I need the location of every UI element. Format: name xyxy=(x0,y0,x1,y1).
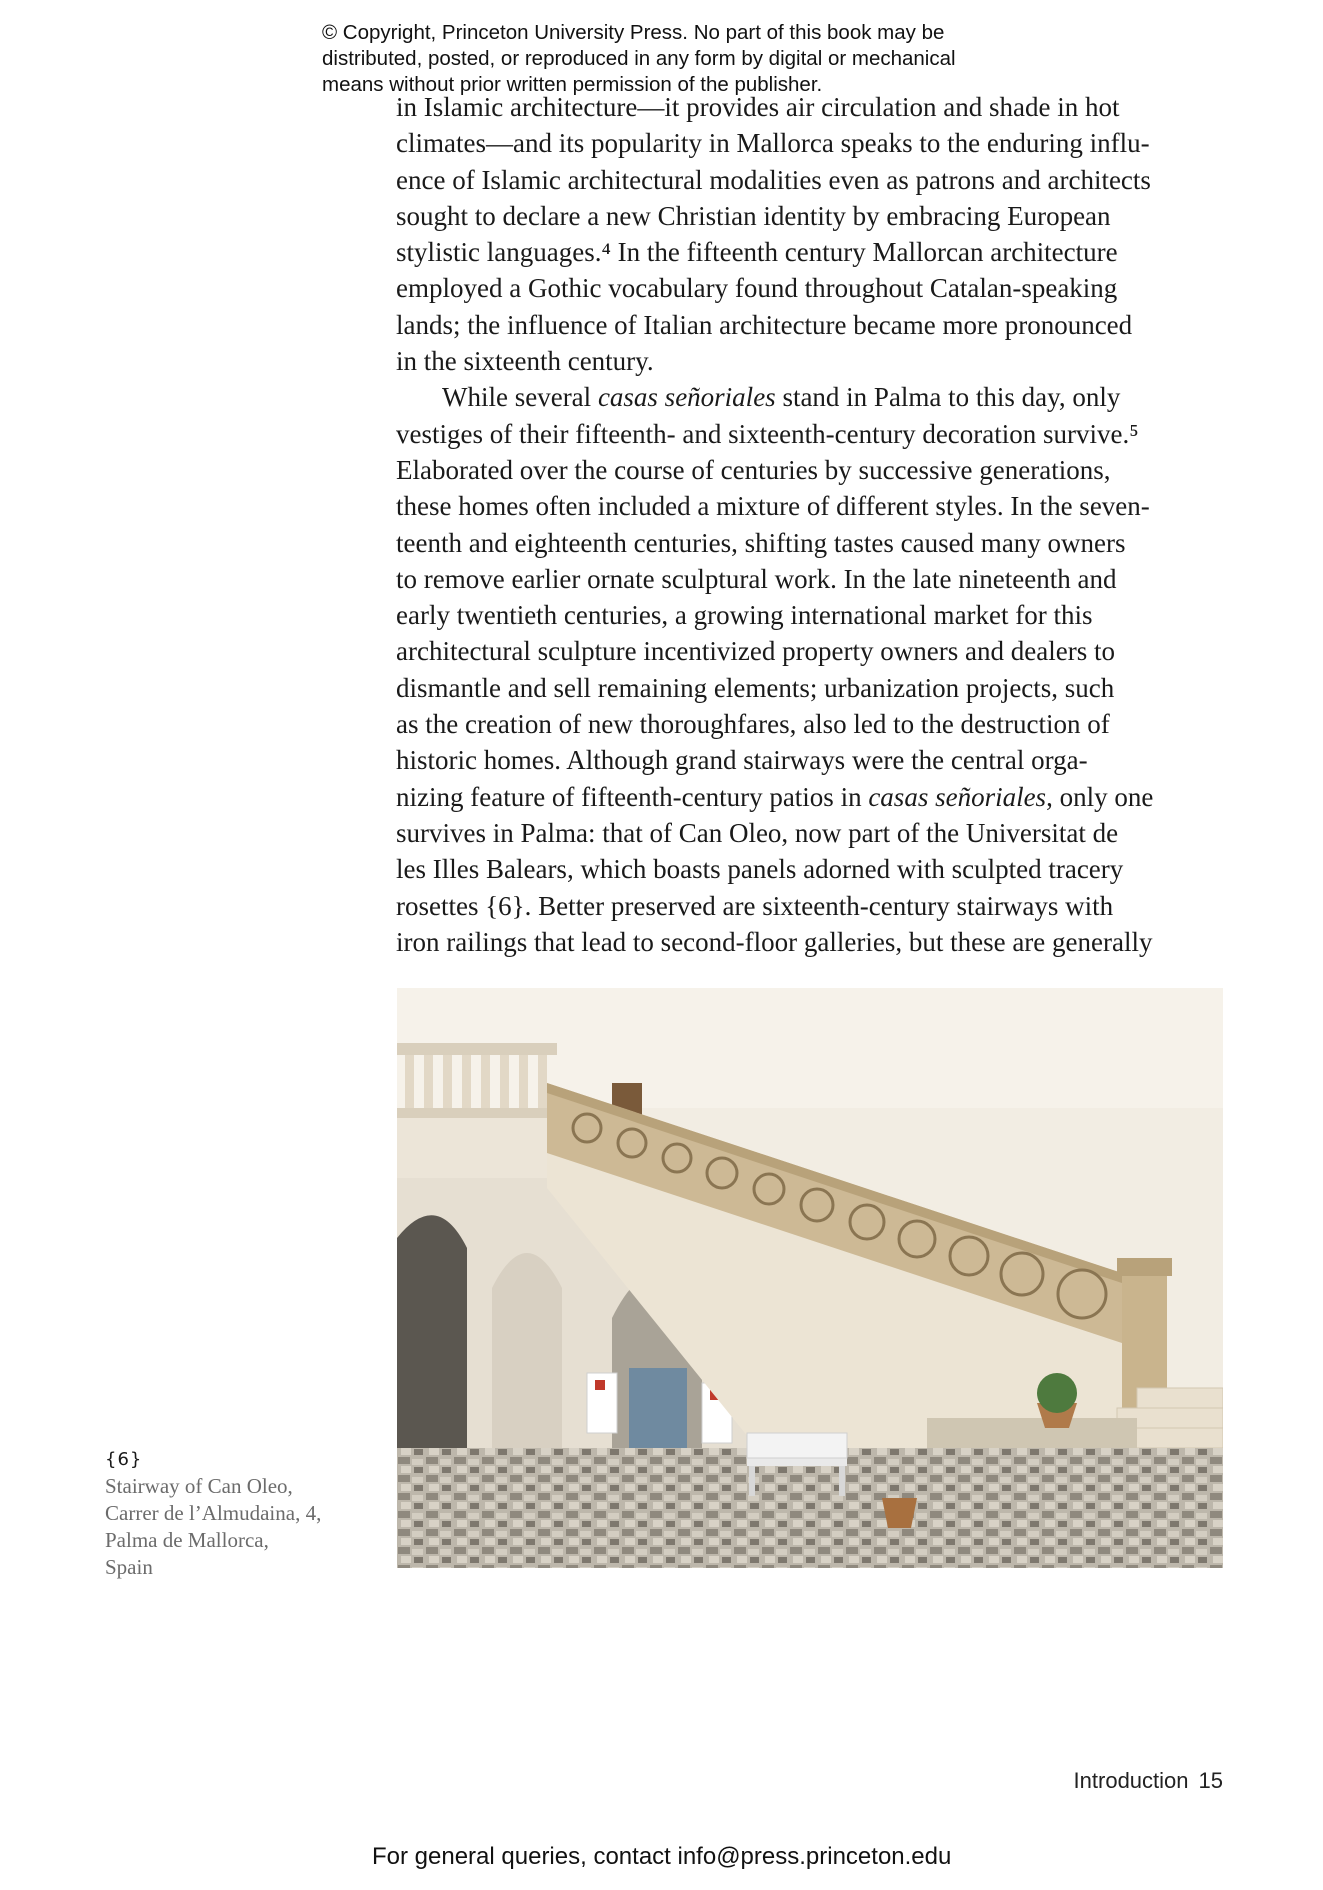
text-run: nizing feature of fifteenth-century patios in xyxy=(396,781,869,812)
text-line: early twentieth centuries, a growing international market for this xyxy=(396,600,1093,631)
paragraph-2 xyxy=(396,379,1226,960)
text-line: sought to declare a new Christian identity by embracing European xyxy=(396,200,1111,231)
text-line: dismantle and sell remaining elements; urbanization projects, such xyxy=(396,672,1115,703)
text-line: ence of Islamic architectural modalities even as patrons and architects xyxy=(396,164,1151,195)
text-line: in Islamic architecture—it provides air circulation and shade in hot xyxy=(396,92,1120,122)
stairway-illustration xyxy=(397,988,1223,1568)
italic-term: casas señoriales xyxy=(597,382,776,413)
text-run: , only one xyxy=(1046,781,1154,812)
text-line: stylistic languages.⁴ In the fifteenth century Mallorcan architecture xyxy=(396,237,1118,268)
page-number: 15 xyxy=(1198,1768,1223,1793)
text-line: teenth and eighteenth centuries, shifting tastes caused many owners xyxy=(396,527,1126,558)
text-line: to remove earlier ornate sculptural work. In the late nineteenth and xyxy=(396,563,1117,594)
figure-caption xyxy=(105,1446,345,1581)
italic-term: casas señoriales xyxy=(868,781,1047,812)
text-line: employed a Gothic vocabulary found throughout Catalan-speaking xyxy=(396,273,1118,304)
text-line: survives in Palma: that of Can Oleo, now part of the Universitat de xyxy=(396,817,1119,848)
copyright-notice xyxy=(322,20,1042,98)
copyright-line: distributed, posted, or reproduced in any form by digital or mechanical xyxy=(322,47,956,70)
text-line: iron railings that lead to second-floor galleries, but these are generally xyxy=(396,926,1153,957)
section-title: Introduction xyxy=(1073,1768,1189,1793)
text-run: While several xyxy=(442,382,598,413)
copyright-line: © Copyright, Princeton University Press. No part of this book may be xyxy=(322,21,945,44)
text-line: historic homes. Although grand stairways were the central orga- xyxy=(396,745,1088,776)
text-line: lands; the influence of Italian architecture became more pronounced xyxy=(396,309,1133,340)
text-line: architectural sculpture incentivized property owners and dealers to xyxy=(396,636,1115,667)
caption-line: Palma de Mallorca, xyxy=(105,1528,269,1552)
text-line: rosettes {6}. Better preserved are sixteenth-century stairways with xyxy=(396,890,1114,921)
text-line: Elaborated over the course of centuries by successive generations, xyxy=(396,454,1111,485)
caption-line: Carrer de l’Almudaina, 4, xyxy=(105,1501,322,1525)
text-run: stand in Palma to this day, only xyxy=(775,382,1121,413)
text-line: as the creation of new thoroughfares, also led to the destruction of xyxy=(396,709,1110,740)
text-line xyxy=(396,779,1226,815)
stairway-photo xyxy=(397,988,1223,1568)
copyright-line: means without prior written permission of the publisher. xyxy=(322,73,823,96)
text-line: in the sixteenth century. xyxy=(396,346,654,377)
text-line: vestiges of their fifteenth- and sixteenth-century decoration survive.⁵ xyxy=(396,418,1139,449)
text-line: climates—and its popularity in Mallorca speaks to the enduring influ- xyxy=(396,128,1150,159)
contact-notice: For general queries, contact info@press.princeton.edu xyxy=(372,1843,952,1870)
body-text xyxy=(396,89,1226,960)
caption-line: Spain xyxy=(105,1555,153,1579)
figure-number: {6} xyxy=(105,1449,143,1470)
paragraph-1 xyxy=(396,89,1226,379)
text-line xyxy=(396,379,1226,415)
text-line: these homes often included a mixture of different styles. In the seven- xyxy=(396,491,1150,522)
caption-line: Stairway of Can Oleo, xyxy=(105,1474,293,1498)
text-line: les Illes Balears, which boasts panels adorned with sculpted tracery xyxy=(396,854,1124,885)
running-footer xyxy=(1074,1768,1223,1794)
